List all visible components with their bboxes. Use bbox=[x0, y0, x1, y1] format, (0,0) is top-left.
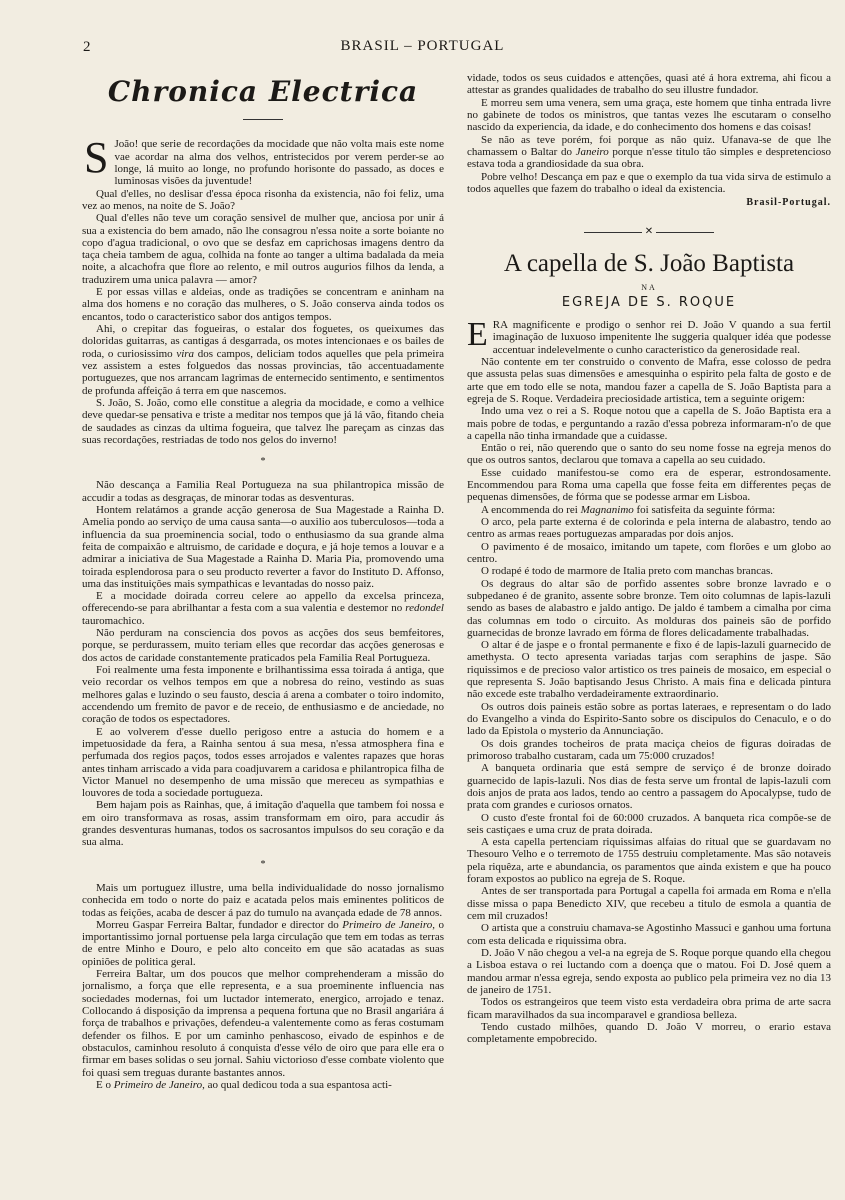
capella-title: A capella de S. João Baptista bbox=[503, 249, 795, 277]
chronica-paragraph: S. João, S. João, como elle constitue a alegria da mocidade, e como a velhice deve quedar-se pensativa e triste a meditar nos tempos que já lá vão, fitando cheia de saudades as cinzas da ultima fogueira, que talvez lhe pareçam as cinzas das suas recordações, restriadas de todo nos gelos do inverno! bbox=[82, 396, 444, 446]
chronica-paragraph: Hontem relatámos a grande acção generosa de Sua Magestade a Rainha D. Amelia pondo ao serviço de uma causa santa—o auxilio aos tuberculosos—toda a influencia da sua proeminencia social, todo o enthusiasmo da sua grande alma feita de compaixão e altruismo, de caridade e doçura, e já hoje temos a louvar e a admirar a iniciativa de Sua Magestade a Rainha D. Maria Pia, promovendo uma toirada esplendorosa para o seu producto reverter a favor do Instituto D. Affonso, uma das instituições mais sympathicas e levantadas do nosso paiz. bbox=[82, 503, 444, 590]
chronica-paragraph: E por essas villas e aldeias, onde as tradições se concentram e aninham na alma dos homens e no coração das mulheres, o S. João conserva ainda todos os encantos, todo o caracteristico sabor dos antigos tempos. bbox=[82, 286, 444, 323]
section-separator: * bbox=[260, 456, 266, 468]
capella-paragraph: Indo uma vez o rei a S. Roque notou que a capella de S. João Baptista era a mais pobre de todas, e perguntando a razão d'essa pobreza informaram-n'o de que a capella não tinha irmandade que a cuidasse. bbox=[467, 405, 831, 442]
capella-paragraph: Esse cuidado manifestou-se como era de esperar, estrondosamente. Encommendou para Roma uma capella que fosse feita em differentes peças de pequenas dimensões, de fórma que se podesse armar em Lisboa. bbox=[467, 466, 831, 504]
chronica-paragraph: Não perduram na consciencia dos povos as acções dos seus bemfeitores, porque, se perdurassem, muito teriam elles que recordar das acções generosas e dos actos de caridade constantemente praticados pela Familia Real Portugueza. bbox=[82, 627, 444, 664]
running-title: BRASIL – PORTUGAL bbox=[340, 38, 505, 54]
chronica-paragraph: Qual d'elles não teve um coração sensivel de mulher que, anciosa por unir á sua a existencia do bem amado, não lhe consagrou n'essa noite a sorte boiante no copo d'agua tradicional, o ovo que se desfaz em caprichosas imagens dentro da taça cheia tambem de agua, colhida na fonte ao tanger a ultima badalada da meia noite, a alcachofra que flore ao relento, e mil outros augurios filhos da lenda, a traduzirem uma unica palavra — amor? bbox=[82, 212, 444, 286]
chronica-paragraph: Mais um portuguez illustre, uma bella individualidade do nosso jornalismo conhecida em todo o norte do paiz e acatada pelos mais eminentes politicos de todas as feições, acaba de descer á paz do tumulo na avançada edade de 78 annos. bbox=[82, 881, 444, 919]
capella-paragraph: O pavimento é de mosaico, imitando um tapete, com florões e um globo ao centro. bbox=[467, 540, 831, 565]
right-column bbox=[467, 72, 831, 1045]
capella-paragraph: Os outros dois paineis estão sobre as portas lateraes, e representam o do lado do Evangelho a vinda do Espirito-Santo sobre os discipulos do Cenaculo, e o do lado da Epistola o mysterio da Annunciação. bbox=[467, 700, 831, 738]
capella-paragraph: Todos os estrangeiros que teem visto esta verdadeira obra prima de arte sacra ficam maravilhados da sua incomparavel e grandiosa belleza. bbox=[467, 996, 831, 1021]
capella-paragraph: D. João V não chegou a vel-a na egreja de S. Roque porque quando ella chegou a Lisboa estava o rei luctando com a doença que o matou. Foi D. José quem a mandou armar n'essa egreja, sendo exposta ao publico pela primeira vez no dia 13 de janeiro de 1751. bbox=[467, 946, 831, 996]
capella-paragraph: Os dois grandes tocheiros de prata maciça cheios de figuras doiradas de primoroso trabalho custaram, cada um 75:000 cruzados! bbox=[467, 737, 831, 762]
chronica-paragraph: Qual d'elles, no deslisar d'essa época risonha da existencia, não foi feliz, uma vez ao menos, na noite de S. João? bbox=[82, 187, 444, 212]
capella-paragraph: Tendo custado milhões, quando D. João V morreu, o erario estava completamente empobrecido. bbox=[467, 1020, 831, 1046]
ornament-cross-icon: ✕ bbox=[644, 226, 654, 238]
capella-paragraph: O arco, pela parte externa é de colorinda e pela interna de alabastro, tendo ao centro as armas reaes portuguezas amparadas por dois anjos. bbox=[467, 516, 831, 541]
capella-paragraph: Não contente em ter construido o convento de Mafra, esse colosso de pedra que assusta pelas suas dimensões e amesquinha o espirito pela falta de gosto e de arte que em todo elle se nota, mandou fazer a capella de S. João Baptista para a egreja de S. Roque. Verdadeira preciosidade artistica, tem a seguinte origem: bbox=[467, 355, 831, 405]
chronica-paragraph: Bem hajam pois as Rainhas, que, á imitação d'aquella que tambem foi nossa e em oiro transformava as rosas, assim transformam em oiro, para accudir ás grandes desventuras humanas, todos os sacrosantos impulsos do seu coração e da sua alma. bbox=[82, 799, 444, 849]
capella-paragraph: A banqueta ordinaria que está sempre de serviço é de bronze doirado guarnecido de lapis-lazuli. Nos dias de festa serve um frontal de lapis-lazuli com dois anjos de prata aos lados, tendo ao centro a passagem do Apocalypse, tudo de prata com grandes e curiosos ornatos. bbox=[467, 762, 831, 812]
capella-paragraph: O artista que a construiu chamava-se Agostinho Massuci e ganhou uma fortuna com esta delicada e riquissima obra. bbox=[467, 922, 831, 947]
chronica-paragraph: Não descança a Familia Real Portugueza na sua philantropica missão de accudir a todas as desgraças, de minorar todas as desventuras. bbox=[82, 479, 444, 504]
chronica-paragraph: S João! que serie de recordações da mocidade que não volta mais este nome vae acordar na alma dos velhos, entristecidos por verem perder-se ao longe, lá muito ao longe, no profundo horisonte do passado, as doces e luminosas visões da juventude! bbox=[84, 133, 444, 188]
capella-paragraph: O custo d'este frontal foi de 60:000 cruzados. A banqueta rica compõe-se de seis castiçaes e uma cruz de prata doirada. bbox=[467, 811, 831, 836]
chronica-paragraph: Se não as teve porém, foi porque as não quiz. Ufanava-se de que lhe chamassem o Baltar do Janeiro porque n'esse titulo tão simples e despretencioso estava toda a grandiosidade da sua obra. bbox=[467, 133, 831, 171]
chronica-paragraph: E morreu sem uma venera, sem uma graça, este homem que tinha entrada livre no gabinete de todos os ministros, que tantas vezes lhe escutaram o conselho nascido da experiencia, da idade, e do conhecimento dos homens e das coisas! bbox=[467, 96, 831, 134]
chronica-paragraph: E a mocidade doirada correu celere ao appello da excelsa princeza, offerecendo-se para abrilhantar a festa com a sua valentia e destemor no redondel tauromachico. bbox=[82, 590, 444, 627]
chronica-paragraph: Ahi, o crepitar das fogueiras, o estalar dos foguetes, os queixumes das doloridas guitarras, as cantigas á desgarrada, os motes intencionaes e os bailes de roda, o curiosissimo vira dos campos, deliciam todos aquelles que pela primeira vez assistem a estes folguedos das nossas provincias, tão accentuadamente portuguezes, que nos arrancam lagrimas de enternecido sentimento, e sentimentos de profunda affeição á terra em que nascemos. bbox=[82, 323, 444, 397]
chronica-paragraph: Foi realmente uma festa imponente e brilhantissima essa toirada á antiga, que veio recordar os velhos tempos em que a nobresa do reino, vestindo as suas melhores galas e luzindo o seu fausto, descia á arena a combater o toiro indomito, accendendo um fremito de pavor e de receio, de enthusiasmo e de anciedade, no coração de todos os espectadores. bbox=[82, 664, 444, 726]
chronica-paragraph: Morreu Gaspar Ferreira Baltar, fundador e director do Primeiro de Janeiro, o importantissimo jornal portuense pela larga circulação que tem em todas as terras de entre Minho e Douro, e pelo alto conceito em que são acatadas as suas opiniões de politica geral. bbox=[82, 918, 445, 968]
capella-paragraph: O altar é de jaspe e o frontal permanente e fixo é de lapis-lazuli guarnecido de amethysta. O tecto apresenta variadas tarjas com seraphins de jaspe. São riquissimos e de precioso valor artistico os tres paineis de mosaico, em especial o que representa S. João baptisando Jesus Christo. A mais fina e delicada pintura não excede este trabalho verdadeiramente extraordinario. bbox=[467, 639, 831, 701]
capella-paragraph: Os degraus do altar são de porfido assentes sobre bronze lavrado e o subpedaneo é de granito, assente sobre bronze. Tem oito columnas de lapis-lazuli sendo as bases de alabastro e jaldo antigo. De jaldo é tambem a cimalha por cima das columnas em todo o circuito. As molduras dos paineis são de porfido guarnecidas de bronze lavrado em fórma de flores delicadamente trabalhadas. bbox=[467, 577, 831, 639]
drop-cap: S bbox=[84, 133, 109, 183]
chronica-paragraph: vidade, todos os seus cuidados e attenções, quasi até á hora extrema, ahi ficou a attestar as grandes qualidades de trabalho do seu illustre fundador. bbox=[467, 72, 831, 97]
signature: Brasil-Portugal. bbox=[746, 197, 831, 209]
section-separator: * bbox=[260, 858, 266, 870]
capella-paragraph: ERA magnificente e prodigo o senhor rei D. João V quando a sua fertil imaginação de luxuoso impenitente lhe suggeria qualquer idéa que podesse accentuar indelevelmente o cunho caracteristico da generosidade real. bbox=[467, 316, 831, 356]
capella-na: NA bbox=[641, 282, 657, 292]
drop-cap: E bbox=[467, 316, 488, 353]
title-rule bbox=[243, 119, 283, 120]
capella-paragraph: O rodapé é todo de marmore de Italia preto com manchas brancas. bbox=[481, 565, 773, 578]
capella-subtitle: EGREJA DE S. ROQUE bbox=[561, 295, 737, 311]
capella-paragraph: Antes de ser transportada para Portugal a capella foi armada em Roma e n'ella disse missa o papa Benedicto XIV, que recebeu a titulo de esmola a quantia de cem mil cruzados! bbox=[467, 885, 831, 922]
left-column bbox=[82, 74, 444, 1091]
chronica-paragraph: Ferreira Baltar, um dos poucos que melhor comprehenderam a missão do jornalismo, a força que elle representa, e a sua proeminente influencia nas sociedades modernas, foi um luctador intemerato, energico, arrojado e tenaz. Collocando á disposição da imprensa a pequena fortuna que no Brasil angariára á força de trabalhos e privações, defendeu-a valentemente como as feras costumam defender os filhos. E por um caminho penhascoso, eivado de espinhos e de obstaculos, caminhou resoluto á conquista d'esse vélo de oiro que para elle era o firmar em bases solidas o seu jornal. Sahiu victorioso d'esse combate violento que foi quasi sem treguas durante bastantes annos. bbox=[82, 968, 444, 1079]
capella-paragraph: A esta capella pertenciam riquissimas alfaias do ritual que se guardavam no Thesouro Velho e o terremoto de 1755 destruiu completamente. Mas são notaveis pela riquêza, arte e abundancia, os paramentos que ainda existem e que ha pouco foram expostos ao publico na egreja de S. Roque. bbox=[467, 836, 831, 886]
chronica-paragraph: E ao volverem d'esse duello perigoso entre a astucia do homem e a impetuosidade da fera, a Rainha sentou á sua mesa, n'essa atmosphera fina e perfumada dos regios paços, todos esses arrojados e valentes rapazes que horas antes tinham arriscado a vida para coadjuvarem a caridosa e philantropica filha de Victor Manuel no desempenho de uma missão que mereceu as sympathias e louvores de toda a sociedade portugueza. bbox=[82, 725, 444, 800]
capella-paragraph: A encommenda do rei Magnanimo foi satisfeita da seguinte fórma: bbox=[481, 503, 776, 516]
capella-paragraph: Então o rei, não querendo que o santo do seu nome fosse na egreja menos do que os outros santos, declarou que tomava a capella ao seu cuidado. bbox=[467, 442, 831, 467]
chronica-paragraph: Pobre velho! Descança em paz e que o exemplo da tua vida sirva de estimulo a todos aquelles que fazem do trabalho o ideal da existencia. bbox=[467, 170, 831, 195]
chronica-paragraph: E o Primeiro de Janeiro, ao qual dedicou toda a sua espantosa acti- bbox=[96, 1078, 392, 1091]
chronica-title: Chronica Electrica bbox=[107, 75, 419, 108]
page-number: 2 bbox=[83, 39, 91, 55]
ornament-divider bbox=[467, 226, 831, 237]
